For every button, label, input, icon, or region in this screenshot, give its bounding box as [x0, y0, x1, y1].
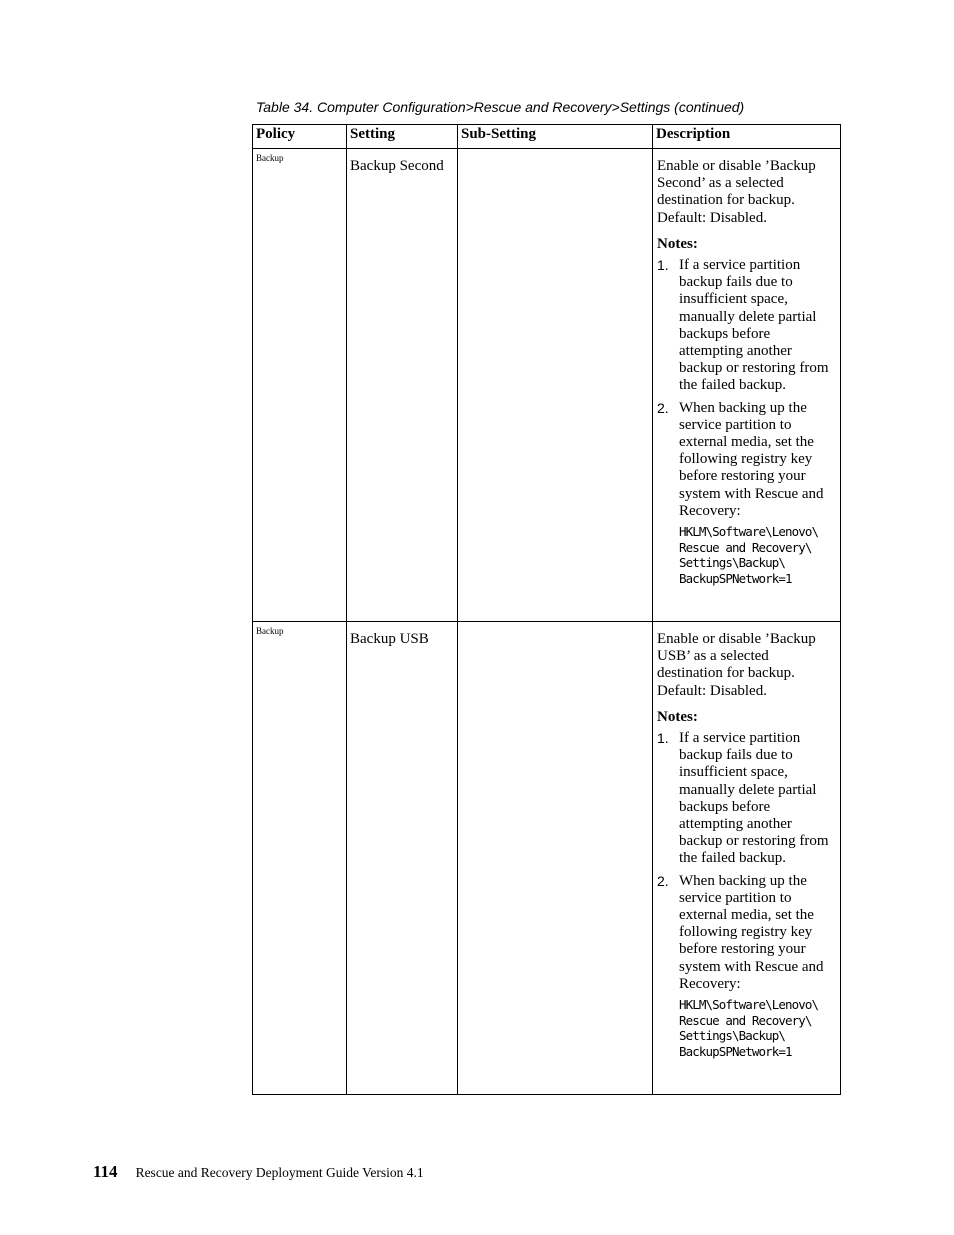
- header-policy: Policy: [253, 125, 347, 149]
- notes-heading: Notes:: [657, 708, 698, 725]
- table-caption: Table 34. Computer Configuration>Rescue and Recovery>Settings (continued): [256, 99, 745, 115]
- page-footer: [93, 1162, 424, 1182]
- header-setting: Setting: [347, 125, 458, 149]
- note-text: If a service partition backup fails due to insufficient space, manually delete partial backups before attempting another backup or restoring from the failed backup.: [679, 730, 829, 867]
- note-number: 1.: [657, 257, 669, 274]
- registry-key-code: HKLM\Software\Lenovo\ Rescue and Recovery\ Settings\Backup\ BackupSPNetwork=1: [679, 997, 819, 1059]
- table-row: [253, 622, 841, 1095]
- setting-cell: Backup Second: [347, 149, 458, 622]
- table-row: [253, 149, 841, 622]
- description-text: Enable or disable ’Backup Second’ as a selected destination for backup. Default: Disabled.: [657, 158, 816, 226]
- settings-table: [252, 124, 841, 1095]
- note-item: [657, 873, 836, 1060]
- note-item: [657, 257, 836, 395]
- note-number: 2.: [657, 399, 669, 416]
- description-cell: [653, 149, 841, 622]
- note-text: When backing up the service partition to external media, set the following registry key before restoring your system with Rescue and Recovery:: [679, 399, 824, 519]
- table-header-row: [253, 125, 841, 149]
- description-cell: [653, 622, 841, 1095]
- note-number: 2.: [657, 872, 669, 889]
- subsetting-cell: [458, 622, 653, 1095]
- description-text: Enable or disable ’Backup USB’ as a selected destination for backup. Default: Disabled.: [657, 631, 816, 699]
- note-text: When backing up the service partition to external media, set the following registry key before restoring your system with Rescue and Recovery:: [679, 872, 824, 992]
- note-number: 1.: [657, 730, 669, 747]
- setting-cell: Backup USB: [347, 622, 458, 1095]
- policy-cell: Backup: [253, 149, 347, 622]
- header-description: Description: [653, 125, 841, 149]
- notes-heading: Notes:: [657, 235, 698, 252]
- notes-list: [657, 730, 836, 1059]
- note-item: [657, 400, 836, 587]
- notes-list: [657, 257, 836, 586]
- policy-cell: Backup: [253, 622, 347, 1095]
- subsetting-cell: [458, 149, 653, 622]
- note-text: If a service partition backup fails due to insufficient space, manually delete partial backups before attempting another backup or restoring from the failed backup.: [679, 257, 829, 394]
- registry-key-code: HKLM\Software\Lenovo\ Rescue and Recovery\ Settings\Backup\ BackupSPNetwork=1: [679, 524, 819, 586]
- header-subsetting: Sub-Setting: [458, 125, 653, 149]
- note-item: [657, 730, 836, 868]
- footer-title: Rescue and Recovery Deployment Guide Version 4.1: [135, 1165, 424, 1180]
- page-number: 114: [93, 1162, 118, 1181]
